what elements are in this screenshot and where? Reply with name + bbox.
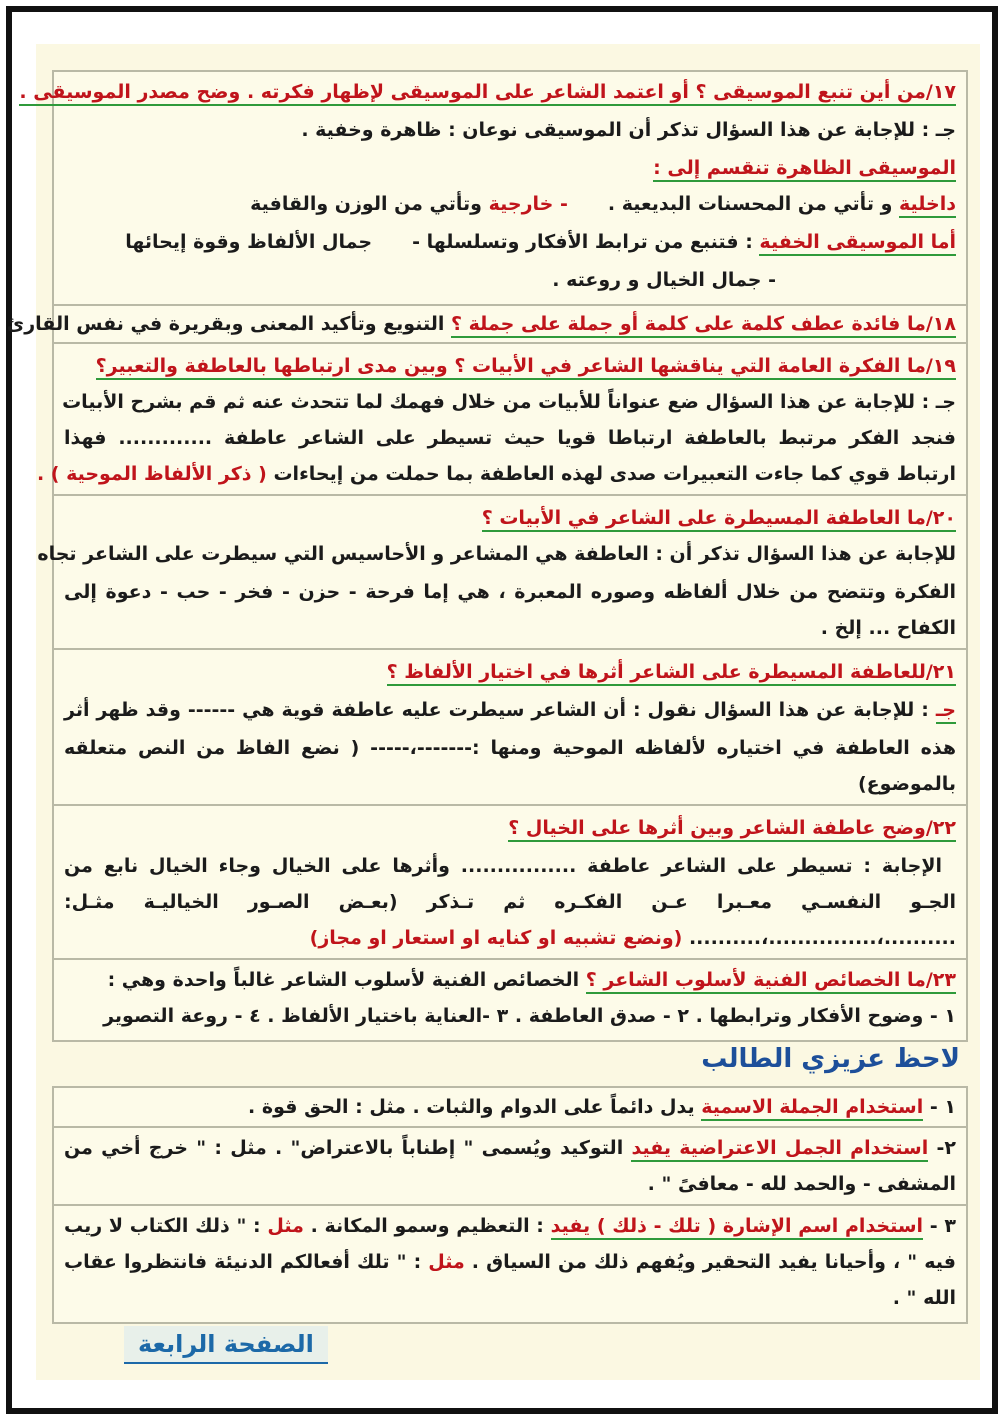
- question-19-line-1: جـ : للإجابة عن هذا السؤال ضع عنواناً للأبيات من خلال فهمك لما تتحدث عنه ثم قم بشرح الأبيات: [62, 391, 956, 413]
- question-19: [36, 344, 966, 496]
- question-22-line-3: ..........،...............،.......... (ونضع تشبيه او كنايه او استعار او مجاز): [309, 927, 956, 949]
- question-19-line-3: ارتباط قوي كما جاءت التعبيرات صدى لهذه العاطفة بما حملت من إيحاءات ( ذكر الألفاظ الموحية ) .: [36, 463, 956, 485]
- question-18-answer: التنويع وتأكيد المعنى وبقريرة في نفس القارئ: [6, 313, 451, 335]
- question-17: [19, 72, 966, 306]
- question-21: [54, 650, 966, 806]
- question-21-line-1: جـ : للإجابة عن هذا السؤال نقول : أن الشاعر سيطرت عليه عاطفة قوية هي ------ وقد ظهر أثر: [64, 694, 956, 726]
- question-23-title-tail: الخصائص الفنية لأسلوب الشاعر غالباً واحدة وهي :: [107, 969, 586, 991]
- notes-box: [52, 1086, 968, 1324]
- question-18: [6, 306, 966, 344]
- question-19-title: ١٩/ما الفكرة العامة التي يناقشها الشاعر في الأبيات ؟ وبين مدى ارتباطها بالعاطفة والتعبير؟: [96, 355, 956, 380]
- question-20-line-1: للإجابة عن هذا السؤال تذكر أن : العاطفة هي المشاعر و الأحاسيس التي سيطرت على الشاعر تجاه: [37, 543, 956, 565]
- question-20: [37, 496, 966, 650]
- question-20-line-3: الكفاح ... إلخ .: [820, 617, 956, 639]
- note-3-highlight: استخدام اسم الإشارة ( تلك - ذلك ) يفيد: [551, 1215, 923, 1240]
- question-18-title: ١٨/ما فائدة عطف كلمة على كلمة أو جملة على جملة ؟: [451, 313, 956, 338]
- question-19-line-2: فنجد الفكر مرتبط بالعاطفة ارتباطا قويا حيث تسيطر على الشاعر عاطفة ............. فهذا: [64, 427, 956, 449]
- question-17-line-5: - جمال الخيال و روعته .: [552, 269, 776, 291]
- question-22-line-2: الجـو النفسـي معـبرا عـن الفكـره ثم تـذكر (بعـض الصـور الخياليـة مثـل:: [64, 891, 956, 913]
- question-20-title: ٢٠/ما العاطفة المسيطرة على الشاعر في الأبيات ؟: [482, 507, 956, 532]
- question-17-line-3: داخلية و تأتي من المحسنات البديعية .- خارجية وتأتي من الوزن والقافية: [64, 188, 956, 220]
- question-23-line-1: ١ - وضوح الأفكار وترابطها . ٢ - صدق العاطفة . ٣ -العناية باختيار الألفاظ . ٤ - روعة التصوير: [103, 1005, 956, 1027]
- questions-box: [6, 70, 968, 1042]
- note-1-highlight: استخدام الجملة الاسمية: [701, 1096, 923, 1121]
- note-2-line-2: المشفى - والحمد لله - معافىً " .: [647, 1173, 956, 1195]
- question-23-title: ٢٣/ما الخصائص الفنية لأسلوب الشاعر ؟: [586, 969, 956, 994]
- question-21-title: ٢١/للعاطفة المسيطرة على الشاعر أثرها في اختيار الألفاظ ؟: [387, 661, 956, 686]
- question-21-line-3: بالموضوع): [858, 773, 956, 795]
- question-21-line-2: هذه العاطفة في اختياره لألفاظه الموحية ومنها :-------،----- ( نضع الفاظ من النص متعلقه: [64, 737, 956, 759]
- question-22-title: ٢٢/وضح عاطفة الشاعر وبين أثرها على الخيال ؟: [508, 817, 956, 842]
- note-2-highlight: استخدام الجمل الاعتراضية يفيد: [631, 1137, 928, 1162]
- note-2: ٢- استخدام الجمل الاعتراضية يفيد التوكيد ويُسمى " إطناباً بالاعتراض" . مثل : " خرج أخي من المشفى - والحمد لله - معافىً " .: [54, 1128, 966, 1206]
- page-number-label: الصفحة الرابعة: [124, 1326, 328, 1364]
- worksheet-page: [6, 44, 980, 1380]
- page-frame: [6, 6, 998, 1414]
- question-17-line-1: جـ : للإجابة عن هذا السؤال تذكر أن الموسيقى نوعان : ظاهرة وخفية .: [301, 119, 956, 141]
- note-1: ١ - استخدام الجملة الاسمية يدل دائماً على الدوام والثبات . مثل : الحق قوة .: [54, 1088, 966, 1128]
- note-title: لاحظ عزيزي الطالب: [701, 1044, 960, 1074]
- note-3-line-3: الله " .: [892, 1287, 956, 1309]
- question-23: [54, 960, 966, 1038]
- question-17-line-2: الموسيقى الظاهرة تنقسم إلى :: [653, 157, 956, 182]
- note-3: ٣ - استخدام اسم الإشارة ( تلك - ذلك ) يفيد : التعظيم وسمو المكانة . مثل : " ذلك الكتاب لا ريب فيه " ، وأحيانا يفيد التحقير ويُفهم ذلك من السياق . مثل : " تلك أفعالكم الدنيئة فانتظروا عقاب الله " .: [54, 1206, 966, 1320]
- question-20-line-2: الفكرة وتتضح من خلال ألفاظه وصوره المعبرة ، هي إما فرحة - حزن - فخر - حب - دعوة إلى: [64, 581, 956, 603]
- question-17-line-4: أما الموسيقى الخفية : فتنبع من ترابط الأفكار وتسلسلها -جمال الألفاظ وقوة إيحائها: [64, 226, 956, 258]
- question-17-title: ١٧/من أين تنبع الموسيقى ؟ أو اعتمد الشاعر على الموسيقى لإظهار فكرته . وضح مصدر الموسيقى .: [19, 81, 956, 106]
- question-22-line-1: الإجابة : تسيطر على الشاعر عاطفة ................ وأثرها على الخيال وجاء الخيال نابع من: [64, 855, 942, 877]
- question-22: [54, 806, 966, 960]
